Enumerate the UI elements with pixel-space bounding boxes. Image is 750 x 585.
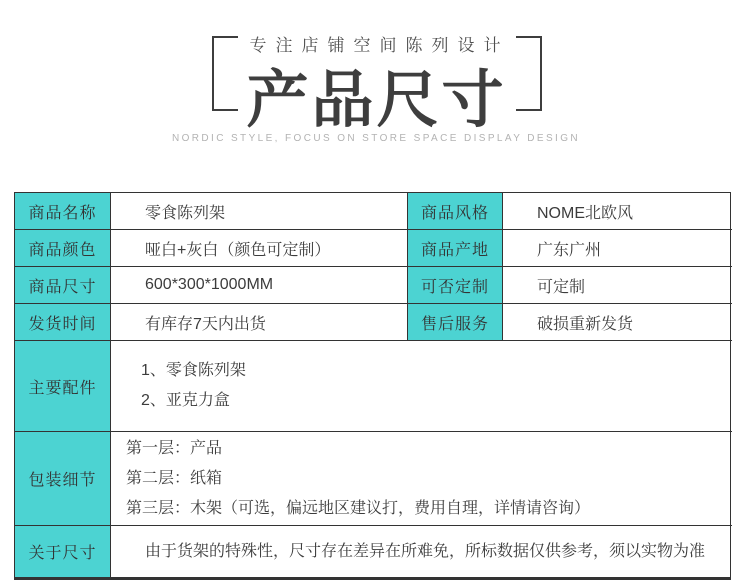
spec-label-packaging: 包装细节 [15,432,111,526]
spec-value-product-style: NOME北欧风 [503,193,732,230]
spec-label-accessories: 主要配件 [15,341,111,432]
packaging-line-3: 第三层：木架（可选，偏远地区建议打，费用自理，详情请咨询） [126,499,591,517]
spec-label-product-origin: 商品产地 [408,230,503,267]
spec-value-product-origin: 广东广州 [503,230,732,267]
spec-value-product-name: 零食陈列架 [111,193,408,230]
spec-label-customizable: 可否定制 [408,267,503,304]
spec-label-product-color: 商品颜色 [15,230,111,267]
spec-value-after-sales: 破损重新发货 [503,304,732,341]
page-header [0,0,750,185]
packaging-line-1: 第一层：产品 [126,439,223,457]
packaging-line-2: 第二层：纸箱 [126,469,223,487]
spec-label-product-style: 商品风格 [408,193,503,230]
spec-value-accessories [111,341,732,432]
spec-label-size-note: 关于尺寸 [15,526,111,577]
spec-value-shipping-time: 有库存7天内出货 [111,304,408,341]
spec-value-size-note [111,526,732,577]
spec-label-after-sales: 售后服务 [408,304,503,341]
spec-table [14,192,731,580]
size-note-line-1: 由于货架的特殊性，尺寸存在差异在所难免，所标数据仅供参考，须以实物为准 [145,542,706,560]
accessories-line-1: 1、零食陈列架 [141,362,246,379]
spec-value-product-size: 600*300*1000MM [111,267,408,304]
header-tagline: 专注店铺空间陈列设计 [249,36,510,55]
spec-label-product-name: 商品名称 [15,193,111,230]
spec-value-customizable: 可定制 [503,267,732,304]
spec-value-packaging [111,432,732,526]
page-title: 产品尺寸 [246,66,507,135]
spec-label-shipping-time: 发货时间 [15,304,111,341]
spec-label-product-size: 商品尺寸 [15,267,111,304]
header-subtitle: NORDIC STYLE, FOCUS ON STORE SPACE DISPLAY DESIGN [171,133,581,144]
spec-value-product-color: 哑白+灰白（颜色可定制） [111,230,408,267]
accessories-line-2: 2、亚克力盒 [141,392,230,409]
